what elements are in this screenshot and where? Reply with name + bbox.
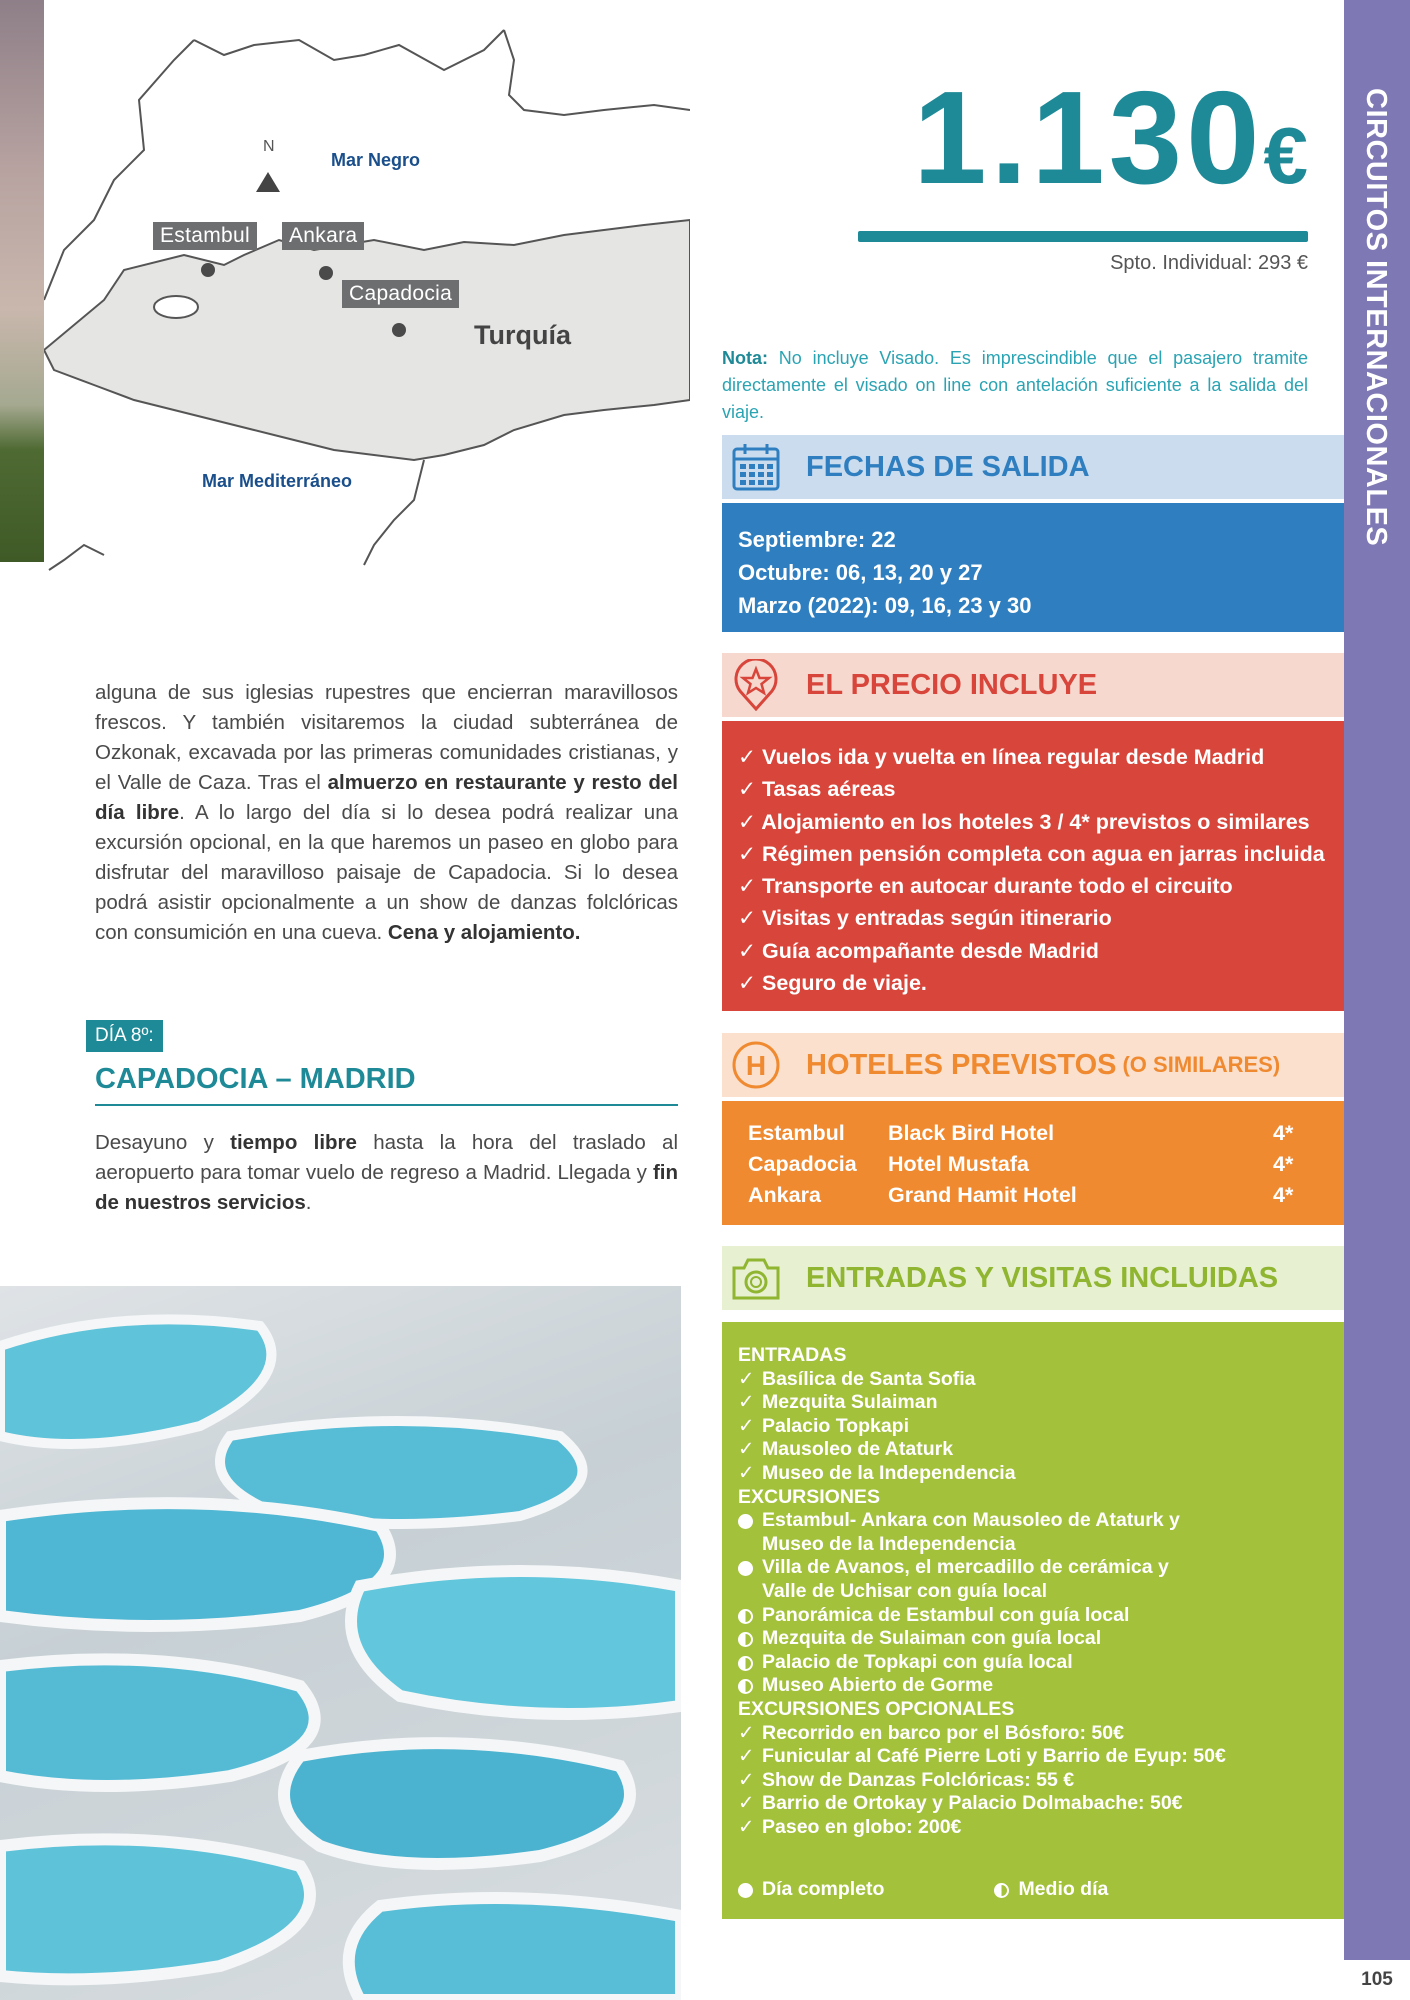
itinerary-text: alguna de sus iglesias rupestres que encierran maravillosos frescos. Y también visitaremos la ciudad subterránea de Ozkonak, excavada por las primeras comunidades cristianas, y el Valle de Caza. Tras el almuerzo en restaurante y resto del día libre. A lo largo del día si lo desea podrá realizar una excursión opcional, en la que haremos un paseo en globo para disfrutar del maravilloso paisaje de Capadocia. Si lo desea podrá asistir opcionalmente a un show de danzas folclóricas con consumición en una cueva. Cena y alojamiento. [95,681,678,944]
calendar-icon [730,441,782,493]
visa-note: Nota: No incluye Visado. Es imprescindible que el pasajero tramite directamente el visado on line con antelación suficiente a la salida del viaje. [722,348,1308,422]
full-day-icon [738,1514,753,1529]
date-line: Septiembre: 22 [738,527,896,552]
city-dot-ankara [319,266,333,280]
hotels-title: HOTELES PREVISTOS [806,1048,1117,1081]
sea-south-label: Mar Mediterráneo [202,471,353,491]
list-item: ✓ Vuelos ida y vuelta en línea regular desde Madrid [738,745,1265,769]
entradas-subtitle: ENTRADAS [738,1344,847,1366]
hotels-header [722,1033,1344,1097]
list-item: Mezquita de Sulaiman con guía local [738,1627,1328,1651]
visits-title: ENTRADAS Y VISITAS INCLUIDAS [806,1261,1279,1294]
city-tag-ankara: Ankara [282,222,364,250]
legend [738,1878,1108,1902]
day-badge: DÍA 8º: [86,1020,163,1052]
list-item: Villa de Avanos, el mercadillo de cerámica y Valle de Uchisar con guía local [738,1556,1328,1603]
list-item: ✓ Guía acompañante desde Madrid [738,938,1099,963]
list-item: ✓ Régimen pensión completa con agua en jarras incluida [738,841,1325,866]
departure-dates-list [722,503,1344,632]
price-underline [858,231,1308,242]
hotel-row: Estambul Black Bird Hotel 4* [748,1121,1294,1145]
list-item: ✓ Recorrido en barco por el Bósforo: 50€ [738,1721,1124,1744]
half-day-icon [738,1632,753,1647]
city-tag-estambul: Estambul [153,222,257,250]
list-item: ✓ Palacio Topkapi [738,1414,910,1437]
day-title: CAPADOCIA – MADRID [95,1063,678,1106]
list-item: ✓ Alojamiento en los hoteles 3 / 4* previstos o similares [738,809,1310,834]
hotels-subtitle: (O SIMILARES) [1122,1052,1281,1077]
list-item: ✓ Seguro de viaje. [738,971,927,996]
list-item: ✓ Paseo en globo: 200€ [738,1815,962,1838]
legend-full-day: Día completo [738,1878,884,1902]
legend-half-day: Medio día [994,1878,1108,1902]
departure-dates-header [722,435,1344,499]
visits-list [722,1322,1344,1919]
single-supplement: Spto. Individual: 293 € [1110,252,1308,274]
list-item: ✓ Mezquita Sulaiman [738,1391,938,1414]
date-line: Octubre: 06, 13, 20 y 27 [738,560,983,585]
list-item: ✓ Basílica de Santa Sofia [738,1367,976,1390]
list-item: ✓ Museo de la Independencia [738,1461,1016,1484]
list-item: ✓ Visitas y entradas según itinerario [738,906,1112,931]
full-day-icon [738,1883,753,1898]
list-item: Palacio de Topkapi con guía local [738,1651,1328,1675]
day8-text: Desayuno y tiempo libre hasta la hora del traslado al aeropuerto para tomar vuelo de regreso a Madrid. Llegada y fin de nuestros servicios. [95,1131,679,1214]
list-item: ✓ Tasas aéreas [738,777,896,802]
page-number: 105 [1344,1960,1410,2000]
half-day-icon [738,1609,753,1624]
hotel-row: Ankara Grand Hamit Hotel 4* [748,1183,1294,1207]
visits-header [722,1246,1344,1310]
half-day-icon [738,1656,753,1671]
list-item: Panorámica de Estambul con guía local [738,1604,1328,1628]
sea-north-label: Mar Negro [331,150,421,170]
full-day-icon [738,1561,753,1576]
price-includes-header [722,653,1344,717]
list-item: ✓ Funicular al Café Pierre Loti y Barrio de Eyup: 50€ [738,1745,1226,1768]
half-day-icon [994,1883,1009,1898]
star-badge-icon [730,659,782,711]
price-includes-title: EL PRECIO INCLUYE [806,668,1098,701]
excursiones-subtitle: EXCURSIONES [738,1485,880,1508]
price-includes-list [722,721,1344,1011]
svg-text:H: H [745,1050,767,1081]
hotels-table [722,1101,1344,1225]
half-day-icon [738,1679,753,1694]
hotel-icon [730,1039,782,1091]
list-item: ✓ Mausoleo de Ataturk [738,1438,954,1461]
list-item: ✓ Barrio de Ortokay y Palacio Dolmabache: 50€ [738,1792,1183,1815]
pamukkale-photo [0,1286,681,2000]
country-label: Turquía [474,320,571,350]
photo-strip [0,0,44,562]
date-line: Marzo (2022): 09, 16, 23 y 30 [738,593,1032,618]
list-item: ✓ Transporte en autocar durante todo el circuito [738,874,1233,899]
list-item: ✓ Show de Danzas Folclóricas: 55 € [738,1768,1075,1791]
list-item: Estambul- Ankara con Mausoleo de Ataturk y Museo de la Independencia [738,1509,1328,1556]
opcionales-subtitle: EXCURSIONES OPCIONALES [738,1697,1015,1720]
city-dot-estambul [201,263,215,277]
section-band-title: CIRCUITOS INTERNACIONALES [1360,88,1392,547]
list-item: Museo Abierto de Gorme [738,1674,1328,1698]
north-label: N [263,138,275,155]
hotel-row: Capadocia Hotel Mustafa 4* [748,1152,1294,1176]
price-amount: 1.130€ [913,64,1308,211]
departure-dates-title: FECHAS DE SALIDA [806,450,1090,483]
city-dot-capadocia [392,323,406,337]
camera-icon [730,1252,782,1304]
city-tag-capadocia: Capadocia [342,280,459,308]
route-map [44,0,690,600]
